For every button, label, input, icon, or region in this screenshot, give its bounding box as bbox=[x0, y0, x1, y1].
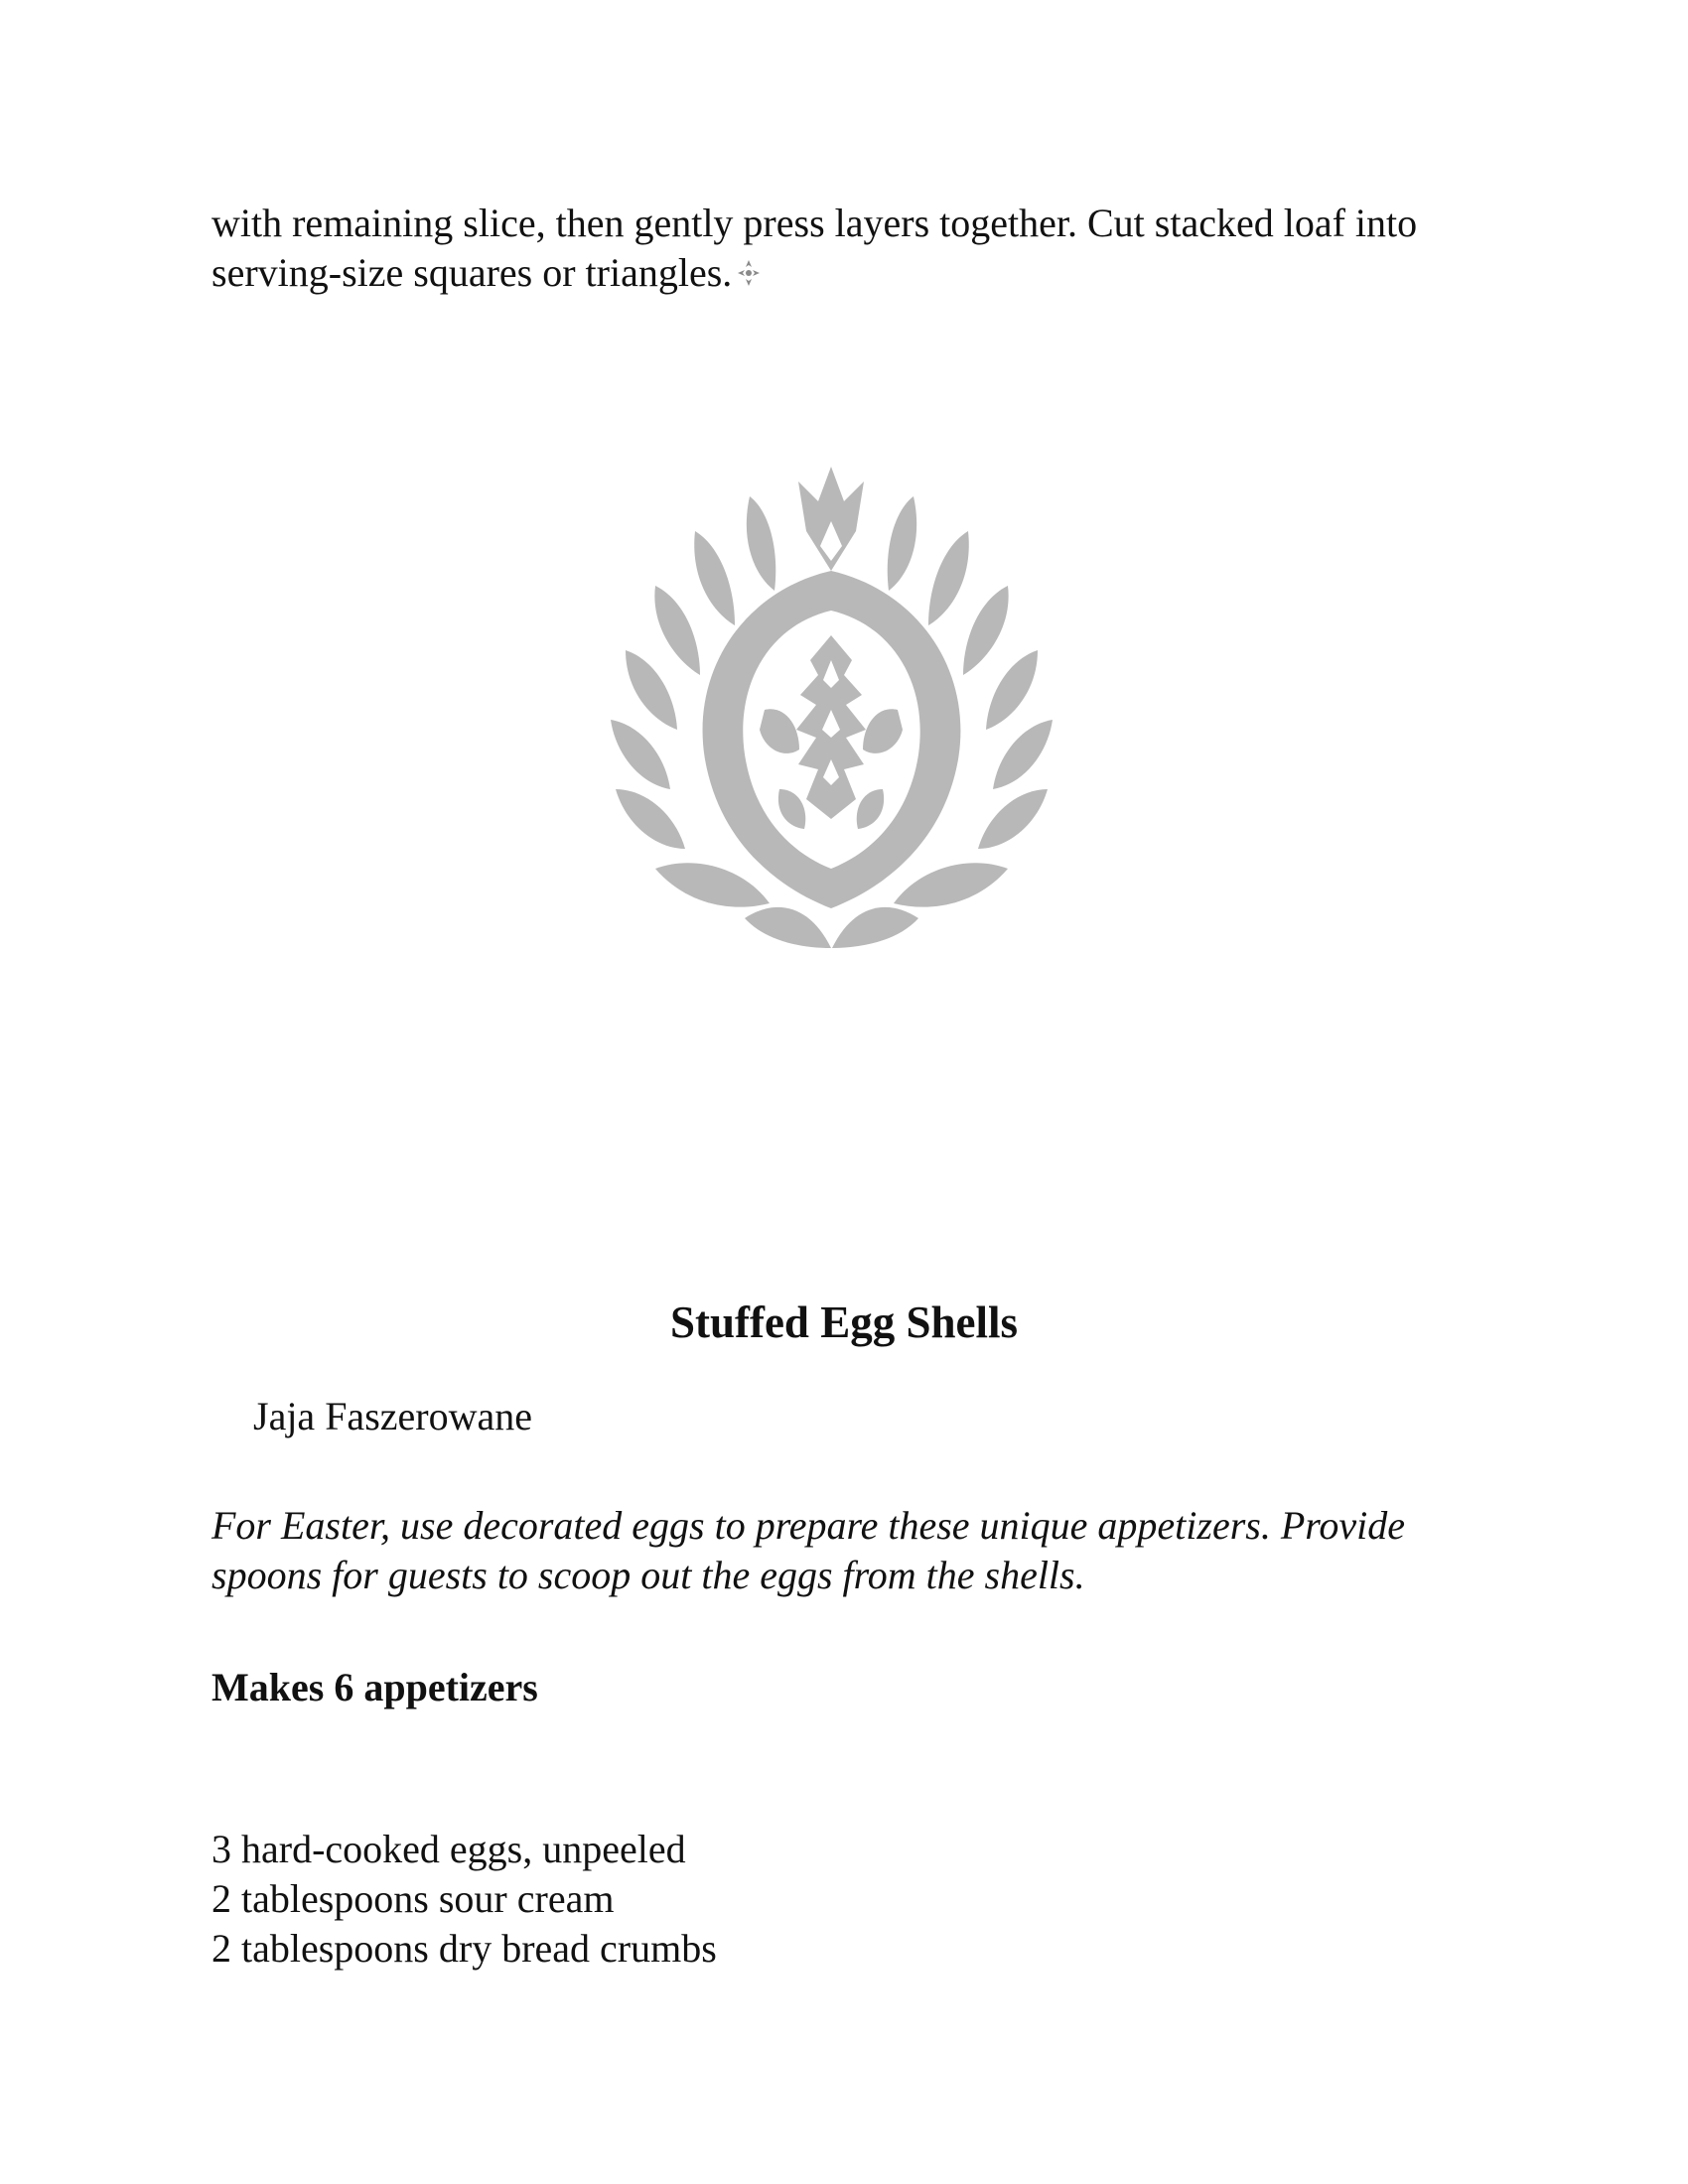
recipe-yield: Makes 6 appetizers bbox=[211, 1665, 538, 1709]
ingredient-list bbox=[211, 1825, 717, 1974]
papercut-floral-ornament-icon bbox=[596, 462, 1067, 953]
continuation-text: with remaining slice, then gently press layers together. Cut stacked loaf into serving-size squares or triangles. bbox=[211, 201, 1418, 295]
recipe-intro: For Easter, use decorated eggs to prepare these unique appetizers. Provide spoons for guests to scoop out the eggs from the shells. bbox=[211, 1503, 1405, 1597]
recipe-title: Stuffed Egg Shells bbox=[669, 1297, 1019, 1347]
ingredient-item: 3 hard-cooked eggs, unpeeled bbox=[211, 1827, 686, 1871]
end-mark-icon bbox=[734, 258, 764, 288]
ingredient-item: 2 tablespoons dry bread crumbs bbox=[211, 1926, 717, 1971]
previous-recipe-continuation bbox=[211, 199, 1502, 298]
recipe-subtitle: Jaja Faszerowane bbox=[253, 1394, 532, 1438]
ingredient-item: 2 tablespoons sour cream bbox=[211, 1876, 615, 1921]
